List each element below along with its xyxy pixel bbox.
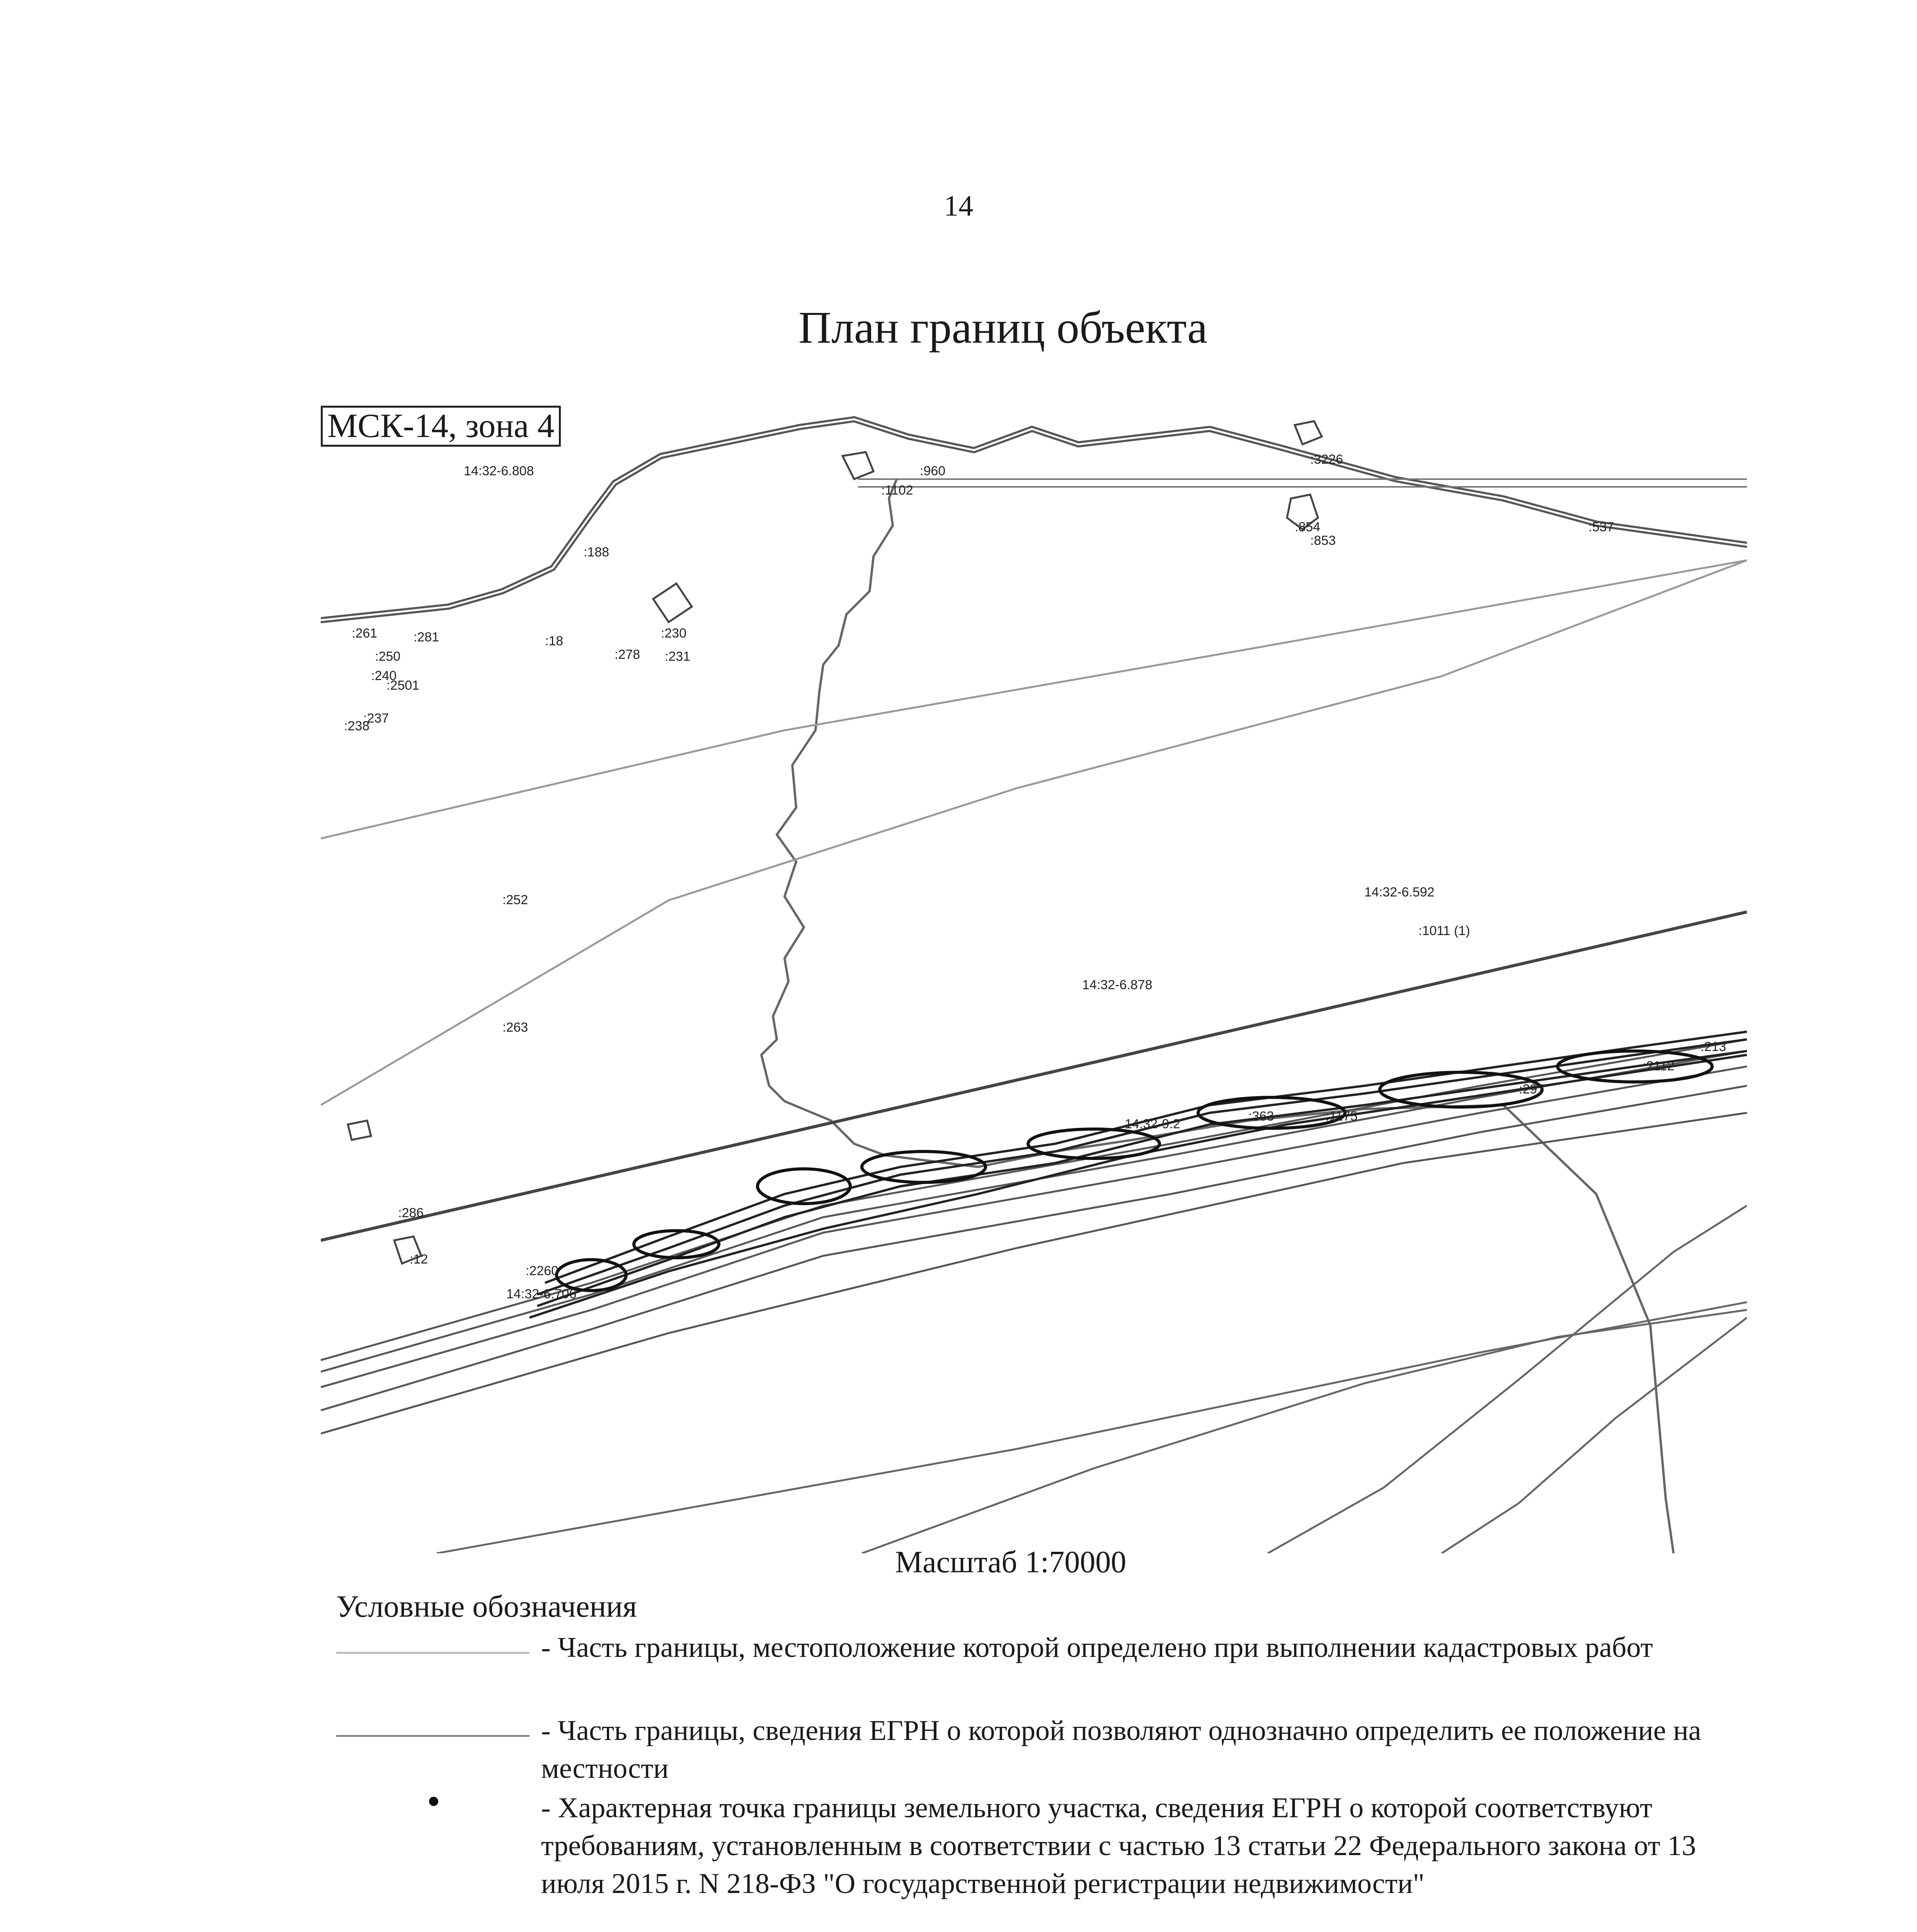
boundary-long-2 (321, 560, 1747, 838)
label-quarter-706: 14:32-6.706 (506, 1287, 577, 1301)
label-parcel-2260: :2260 (526, 1264, 559, 1278)
label-parcel-237: :237 (363, 711, 389, 726)
label-parcel-808: 14:32-6.808 (464, 464, 534, 478)
label-parcel-286: :286 (398, 1206, 424, 1220)
label-parcel-960: :960 (920, 464, 946, 478)
coordinate-system-label: МСК-14, зона 4 (321, 406, 561, 447)
label-parcel-1102: :1102 (881, 483, 913, 498)
legend-title: Условные обозначения (336, 1590, 637, 1624)
label-parcel-281: :281 (414, 630, 439, 645)
legend-symbol-line-dark (336, 1735, 529, 1737)
label-parcel-263: :263 (502, 1020, 528, 1035)
label-parcel-261: :261 (352, 626, 378, 641)
label-parcel-231: :231 (665, 649, 691, 664)
label-parcel-297: :297 (1519, 1082, 1545, 1097)
road-north (321, 419, 1747, 620)
label-parcel-213: :213 (1701, 1039, 1726, 1054)
label-quarter-592: 14:32-6.592 (1364, 885, 1435, 900)
legend-text-1: - Часть границы, местоположение которой определено при выполнении кадастровых работ (541, 1632, 1653, 1663)
legend-symbol-point (429, 1797, 438, 1806)
label-parcel-250: :250 (375, 649, 401, 664)
label-zone-92: 14:32-9.2 (1125, 1117, 1180, 1131)
boundary-long-1 (321, 560, 1747, 1105)
legend-text-2: - Часть границы, сведения ЕГРН о которой позволяют однозначно определить ее положение на местности (541, 1715, 1701, 1784)
plan-title: План границ объекта (798, 302, 1208, 353)
map-scale: Масштаб 1:70000 (895, 1545, 1127, 1579)
map-canvas (321, 398, 1747, 1553)
road-north-inner (321, 419, 1747, 620)
label-parcel-188: :188 (584, 545, 609, 560)
label-parcel-2112: :2112 (1643, 1059, 1675, 1073)
label-quarter-878: 14:32-6.878 (1082, 978, 1153, 992)
small-parcels (348, 421, 1322, 1264)
label-parcel-252: :252 (502, 893, 528, 907)
lower-lines (437, 1206, 1747, 1553)
parcel-band (529, 1032, 1747, 1318)
label-parcel-18: :18 (545, 634, 564, 648)
label-parcel-278: :278 (615, 647, 640, 662)
label-parcel-238: :238 (344, 719, 370, 733)
label-parcel-230: :230 (661, 626, 687, 641)
cadastral-map[interactable] (321, 398, 1747, 1553)
label-parcel-3226: :3226 (1310, 452, 1343, 467)
label-parcel-854: :854 (1295, 520, 1321, 534)
label-parcel-537: :537 (1588, 520, 1614, 534)
label-parcel-853: :853 (1310, 533, 1336, 548)
label-parcel-240: :240 (371, 668, 397, 683)
label-parcel-12: :12 (410, 1252, 428, 1267)
label-parcel-1175: :1175 (1326, 1109, 1358, 1124)
legend-text-3: - Характерная точка границы земельного участка, сведения ЕГРН о которой соответствуют требованиям, установленным в соответствии с частью 13 статьи 22 Федерального закона от 13 июля 2015 г. N 218-ФЗ "О государственной регистрации недвижимости" (541, 1792, 1696, 1900)
page-number: 14 (944, 190, 973, 222)
legend-symbol-line-light (336, 1652, 529, 1654)
label-parcel-2501: :2501 (386, 678, 420, 693)
label-parcel-363: :363 (1248, 1109, 1274, 1124)
label-parcel-1011: :1011 (1) (1418, 923, 1470, 938)
